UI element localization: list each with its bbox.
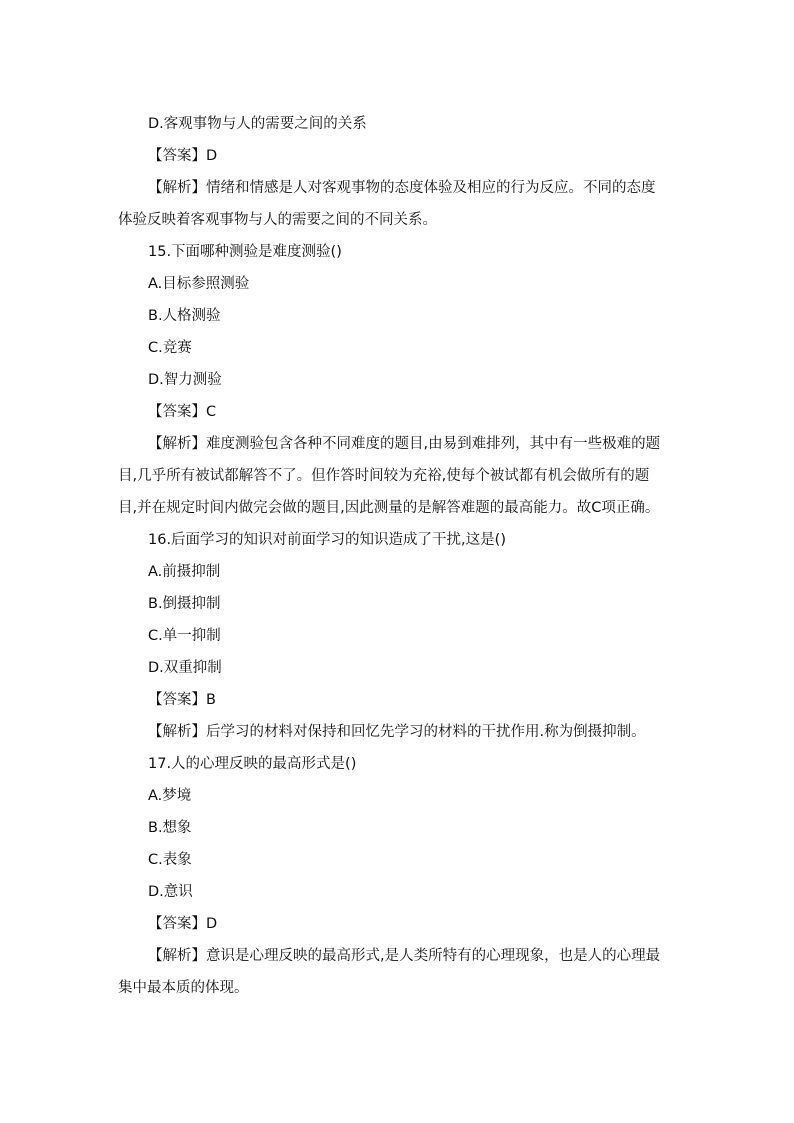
q15-option-d: D.智力测验 — [148, 372, 222, 388]
q17-option-a: A.梦境 — [148, 788, 192, 804]
q15-option-b: B.人格测验 — [148, 308, 221, 324]
q17-option-c: C.表象 — [148, 852, 192, 868]
q16-answer: 【答案】B — [148, 692, 216, 708]
q16-question: 16.后面学习的知识对前面学习的知识造成了干扰,这是() — [148, 532, 506, 548]
q15-option-c: C.竞赛 — [148, 340, 192, 356]
q17-option-d: D.意识 — [148, 884, 193, 900]
q16-option-b: B.倒摄抑制 — [148, 596, 221, 612]
q17-analysis-text: 【解析】意识是心理反映的最高形式,是人类所特有的心理现象，也是人的心理最集中最本质的体现。 — [118, 948, 661, 996]
q17-answer: 【答案】D — [148, 916, 218, 932]
q17-question: 17.人的心理反映的最高形式是() — [148, 756, 357, 772]
q16-analysis: 【解析】后学习的材料对保持和回忆先学习的材料的干扰作用.称为倒摄抑制。 — [148, 724, 646, 740]
q15-option-a: A.目标参照测验 — [148, 276, 250, 292]
q16-option-a: A.前摄抑制 — [148, 564, 221, 580]
q14-option-d: D.客观事物与人的需要之间的关系 — [148, 116, 367, 132]
q15-answer: 【答案】C — [148, 404, 217, 420]
q14-answer: 【答案】D — [148, 148, 218, 164]
q17-analysis — [118, 940, 664, 1004]
q17-option-b: B.想象 — [148, 820, 192, 836]
q14-analysis — [118, 172, 664, 236]
q16-option-c: C.单一抑制 — [148, 628, 221, 644]
q15-question: 15.下面哪种测验是难度测验() — [148, 244, 342, 260]
q16-option-d: D.双重抑制 — [148, 660, 222, 676]
q15-analysis-text: 【解析】难度测验包含各种不同难度的题目,由易到难排列，其中有一些极难的题目,几乎所有被试都解答不了。但作答时间较为充裕,使每个被试都有机会做所有的题目,并在规定时间内做完会做的题目,因此测量的是解答难题的最高能力。故C项正确。 — [118, 436, 661, 516]
q15-analysis — [118, 428, 664, 524]
q14-analysis-text: 【解析】情绪和情感是人对客观事物的态度体验及相应的行为反应。不同的态度体验反映着客观事物与人的需要之间的不同关系。 — [118, 180, 656, 228]
